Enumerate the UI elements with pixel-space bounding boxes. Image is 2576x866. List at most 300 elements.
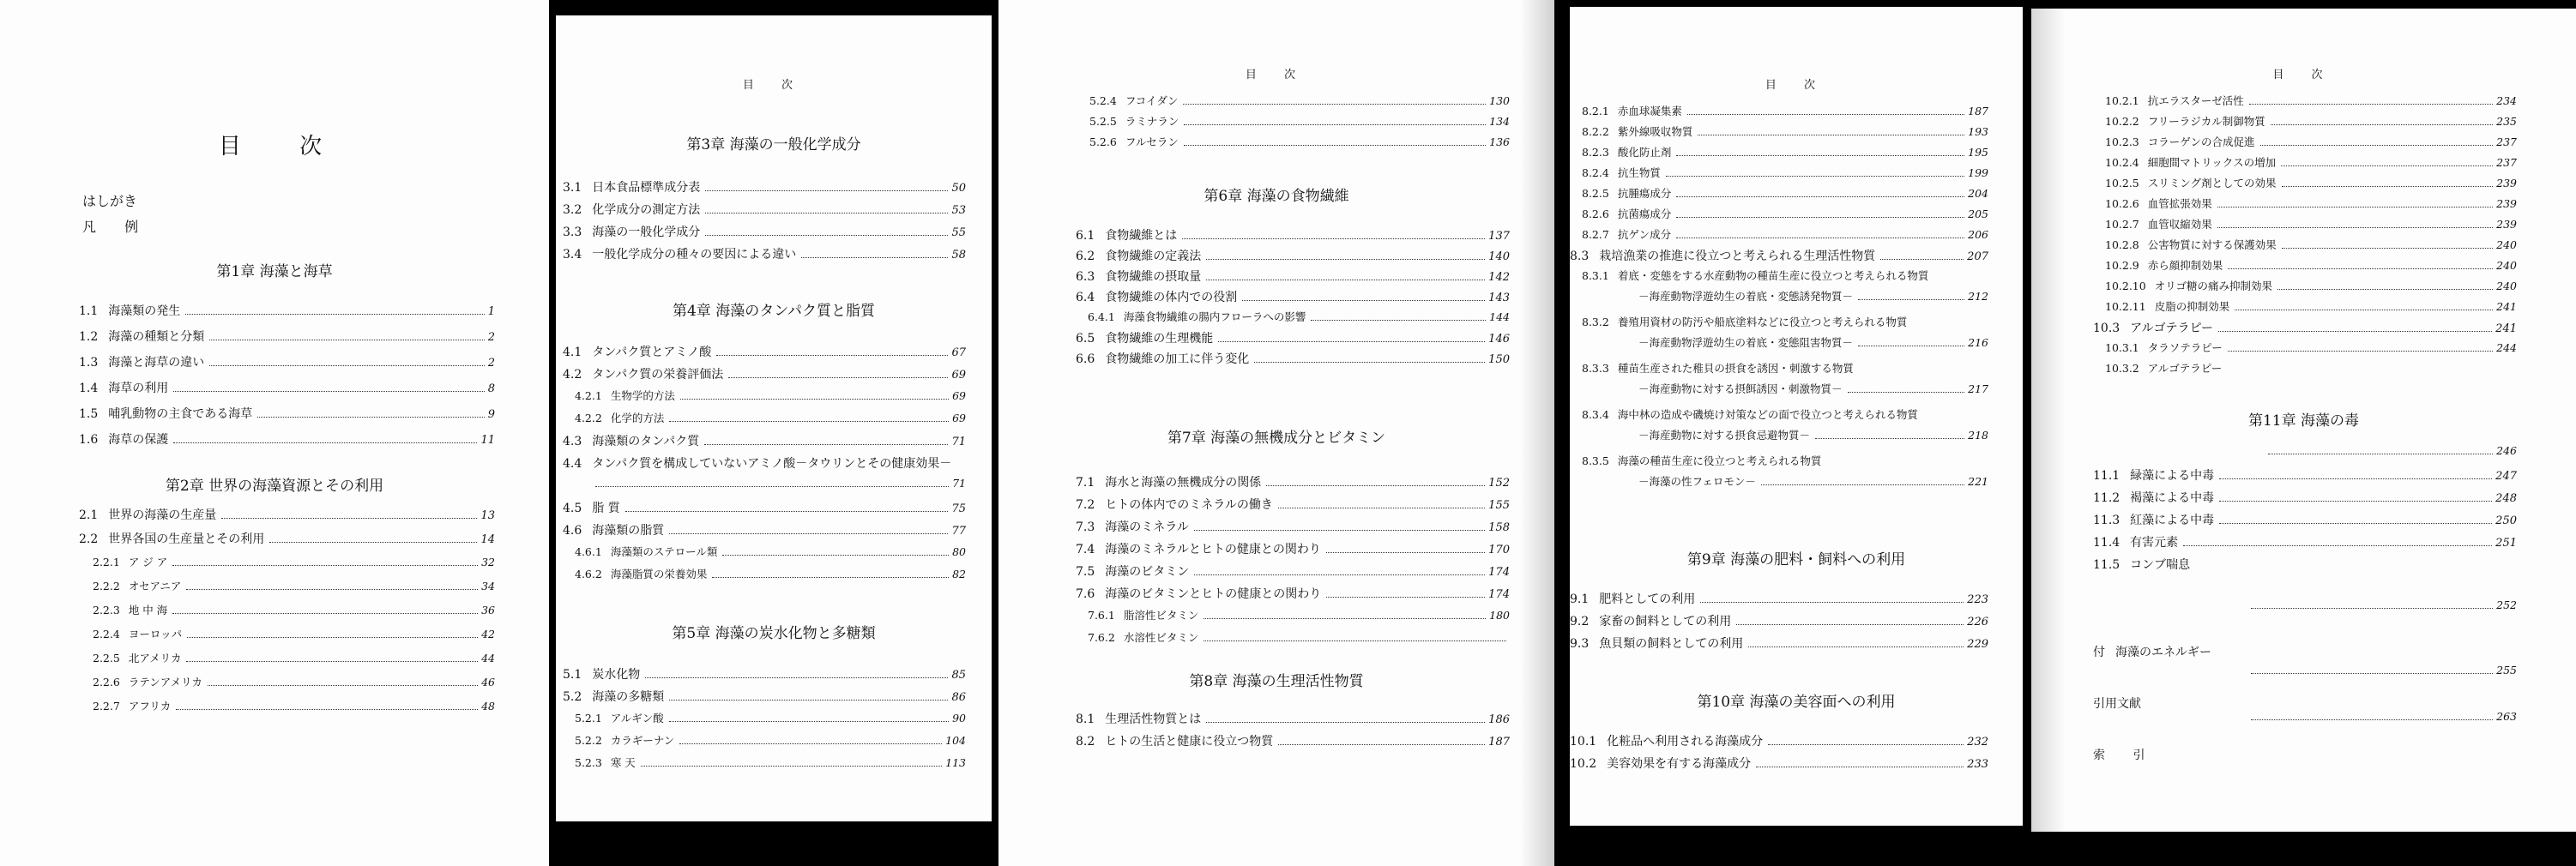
leader-dots — [2228, 268, 2493, 269]
entry-page: 195 — [1968, 146, 1988, 159]
toc-entry — [1076, 268, 1510, 285]
toc-entry — [1076, 350, 1510, 367]
leader-dots — [1687, 114, 1964, 115]
entry-page: 14 — [480, 533, 495, 546]
entry-number: 6.4.1 — [1088, 310, 1115, 323]
entry-number: 5.1 — [563, 668, 582, 682]
page-title: 目 次 — [218, 134, 348, 159]
entry-page: 239 — [2496, 218, 2517, 231]
leader-dots — [705, 190, 948, 191]
toc-subentry — [2105, 134, 2517, 149]
leader-dots — [176, 709, 478, 710]
entry-number: 8.3.3 — [1582, 362, 1609, 375]
toc-entry — [563, 365, 966, 382]
toc-subentry-continuation — [1630, 473, 1988, 489]
toc-entry — [563, 223, 966, 240]
entry-page: 232 — [1967, 736, 1988, 749]
toc-subentry — [575, 410, 966, 425]
toc-entry — [1570, 612, 1988, 629]
leader-dots — [269, 542, 477, 543]
entry-page: 205 — [1968, 207, 1988, 220]
entry-page: 174 — [1488, 588, 1510, 601]
entry-number: 11.3 — [2093, 514, 2121, 527]
entry-title: 褐藻による中毒 — [2130, 491, 2215, 505]
entry-number: 1.4 — [79, 382, 99, 395]
leader-dots — [669, 721, 949, 722]
entry-number: 8.2.6 — [1582, 207, 1609, 220]
toc-entry — [2093, 533, 2517, 550]
entry-title: フコイダン — [1125, 94, 1179, 107]
toc-subentry — [1582, 103, 1988, 118]
entry-number: 6.6 — [1076, 352, 1095, 366]
entry-page: 263 — [2496, 710, 2517, 723]
entry-title: 栽培漁業の推進に役立つと考えられる生理活性物質 — [1599, 250, 1876, 263]
running-header: 目 次 — [1765, 79, 1828, 92]
entry-title: 生理活性物質とは — [1105, 713, 1202, 726]
entry-title: 肥料としての利用 — [1599, 592, 1696, 606]
entry-title: 家畜の飼料としての利用 — [1599, 615, 1732, 628]
entry-title: タンパク質を構成していないアミノ酸－タウリンとその健康効果－ — [592, 457, 952, 471]
entry-page: 82 — [952, 568, 966, 580]
leader-dots — [2219, 501, 2492, 502]
entry-title: 海藻脂質の栄養効果 — [610, 568, 708, 580]
toc-subentry — [2105, 257, 2517, 273]
leader-dots — [1194, 530, 1485, 531]
leader-dots — [595, 486, 949, 487]
toc-entry — [79, 530, 495, 547]
entry-page: 187 — [1488, 736, 1510, 749]
entry-title: ラミナラン — [1125, 115, 1179, 128]
entry-page: 75 — [951, 502, 966, 515]
entry-title: 皮脂の抑制効果 — [2154, 300, 2230, 313]
leader-dots — [2282, 186, 2494, 187]
entry-number: 2.2.6 — [93, 676, 120, 689]
entry-title: 水溶性ビタミン — [1123, 631, 1199, 644]
entry-title: ヒトの体内でのミネラルの働き — [1105, 498, 1273, 512]
entry-title: ア ジ ア — [128, 556, 168, 568]
leader-dots — [1311, 320, 1486, 321]
entry-number: 10.2.5 — [2105, 177, 2139, 189]
toc-subentry — [2105, 237, 2517, 252]
entry-number: 6.5 — [1076, 332, 1095, 346]
entry-number: 4.4 — [563, 457, 582, 471]
entry-title: 着底・変態をする水産動物の種苗生産に役立つと考えられる物質 — [1617, 269, 1929, 282]
leader-dots — [1848, 392, 1965, 393]
entry-number: 8.2.7 — [1582, 228, 1609, 241]
entry-title: アルゴテラピー — [2147, 362, 2223, 375]
leader-dots — [1204, 640, 1506, 641]
entry-number: 7.6.1 — [1088, 609, 1115, 622]
entry-page: 180 — [1489, 609, 1510, 622]
entry-page: 229 — [1967, 638, 1988, 651]
entry-title: タラソテラピー — [2147, 341, 2223, 354]
toc-entry — [1076, 562, 1510, 580]
entry-page: 233 — [1967, 758, 1988, 771]
entry-number: 4.2.2 — [575, 412, 602, 424]
toc-entry — [1076, 732, 1510, 749]
toc-entry — [563, 454, 966, 472]
entry-number: 4.2 — [563, 368, 582, 382]
entry-title: 脂溶性ビタミン — [1123, 609, 1199, 622]
running-header: 目 次 — [742, 79, 805, 92]
entry-number: 2.2 — [79, 532, 99, 546]
leader-dots — [185, 314, 484, 315]
entry-number: 1.3 — [79, 356, 99, 370]
entry-number: 5.2.2 — [575, 734, 602, 747]
entry-title: －海産動物浮遊幼生の着底・変態阻害物質－ — [1638, 336, 1854, 349]
entry-number: 9.3 — [1570, 637, 1590, 651]
entry-title: オリゴ糖の痛み抑制効果 — [2154, 280, 2272, 292]
entry-title: 海藻食物繊維の腸内フローラへの影響 — [1123, 310, 1306, 323]
entry-title: フリーラジカル制御物質 — [2147, 115, 2265, 128]
entry-title: 化学成分の測定方法 — [592, 203, 701, 217]
toc-entry — [2093, 556, 2350, 573]
entry-page: 152 — [1488, 477, 1510, 490]
entry-number: 10.2.7 — [2105, 218, 2139, 231]
entry-title: 生物学的方法 — [610, 389, 675, 402]
toc-entry — [1076, 540, 1510, 557]
toc-subentry — [93, 650, 495, 665]
entry-title: カラギーナン — [610, 734, 675, 747]
entry-page: 32 — [481, 556, 495, 568]
toc-entry-continuation — [2246, 710, 2517, 723]
toc-subentry — [1582, 406, 1988, 422]
entry-number: 6.1 — [1076, 229, 1095, 243]
entry-number: 1.1 — [79, 304, 99, 318]
entry-title: 食物繊維とは — [1105, 229, 1178, 243]
entry-title: ラテンアメリカ — [128, 676, 202, 689]
references-entry — [2093, 695, 2350, 712]
entry-number: 10.3.1 — [2105, 341, 2139, 354]
entry-title: 海藻類の脂質 — [592, 524, 665, 538]
entry-title: アルギン酸 — [610, 712, 664, 725]
toc-page-1 — [0, 0, 549, 866]
entry-page: 216 — [1968, 336, 1988, 349]
toc-subentry — [93, 578, 495, 593]
entry-page: 250 — [2495, 514, 2517, 527]
entry-page: 212 — [1968, 290, 1988, 303]
leader-dots — [669, 533, 948, 534]
entry-page: 113 — [945, 756, 966, 769]
entry-number: 引用文献 — [2093, 697, 2141, 711]
entry-page: 150 — [1488, 353, 1510, 366]
toc-entry — [1076, 226, 1510, 244]
toc-entry — [1076, 496, 1510, 513]
entry-number: 2.2.4 — [93, 628, 120, 640]
leader-dots — [173, 442, 477, 443]
leader-dots — [2281, 165, 2493, 166]
toc-subentry — [1582, 165, 1988, 180]
toc-subentry — [2105, 113, 2517, 129]
entry-title: 海藻の種苗生産に役立つと考えられる物質 — [1617, 454, 1822, 467]
entry-page: 77 — [951, 525, 966, 538]
index-entry — [2093, 746, 2350, 763]
entry-page: 42 — [481, 628, 495, 640]
entry-title: 緑藻による中毒 — [2130, 469, 2215, 483]
toc-subentry — [1089, 93, 1510, 108]
entry-page: 2 — [487, 357, 495, 370]
entry-title: 日本食品標準成分表 — [592, 181, 701, 195]
toc-entry — [1076, 518, 1510, 535]
entry-number: 10.2.11 — [2105, 300, 2146, 313]
entry-page: 235 — [2496, 115, 2517, 128]
toc-subentry — [2105, 360, 2517, 376]
entry-title: 抗菌瘍成分 — [1617, 207, 1672, 220]
entry-title: 抗ゲン成分 — [1617, 228, 1672, 241]
toc-subentry — [2105, 278, 2517, 293]
entry-title: 美容効果を有する海藻成分 — [1607, 757, 1752, 771]
entry-number: 8.2.1 — [1582, 105, 1609, 117]
leader-dots — [1254, 362, 1485, 363]
entry-page: 71 — [952, 477, 966, 490]
entry-title: 食物繊維の加工に伴う変化 — [1105, 352, 1250, 366]
leader-dots — [801, 257, 948, 258]
entry-number: 3.2 — [563, 203, 582, 217]
leader-dots — [1326, 552, 1485, 553]
toc-entry — [2093, 319, 2517, 336]
toc-entry — [1076, 329, 1510, 346]
chapter-title: 第11章 海藻の毒 — [2247, 412, 2360, 430]
leader-dots — [1184, 124, 1486, 125]
entry-page: 58 — [951, 249, 966, 262]
toc-subentry — [2105, 195, 2517, 211]
entry-title: 紫外線吸収物質 — [1617, 125, 1693, 138]
entry-title: 食物繊維の定義法 — [1105, 250, 1202, 263]
entry-title: 炭水化物 — [592, 668, 641, 682]
toc-entry — [1076, 288, 1510, 305]
entry-number: 3.4 — [563, 248, 582, 262]
entry-title: 海藻の多糖類 — [592, 690, 665, 704]
leader-dots — [2282, 248, 2493, 249]
toc-subentry — [575, 710, 966, 725]
toc-subentry — [1582, 360, 1988, 376]
entry-title: 抗腫瘍成分 — [1617, 187, 1672, 200]
entry-page: 251 — [2495, 537, 2517, 550]
entry-title: アフリカ — [128, 700, 172, 713]
entry-title: 海藻のミネラルとヒトの健康との関わり — [1105, 543, 1321, 556]
entry-page: 252 — [2496, 598, 2517, 611]
leader-dots — [221, 518, 477, 519]
entry-page: 8 — [487, 382, 495, 395]
toc-subentry — [575, 732, 966, 748]
leader-dots — [1700, 602, 1964, 603]
entry-page: 155 — [1488, 499, 1510, 512]
leader-dots — [1218, 341, 1485, 342]
entry-page: 36 — [481, 604, 495, 616]
toc-entry — [563, 245, 966, 262]
leader-dots — [187, 637, 478, 638]
leader-dots — [1204, 618, 1486, 619]
entry-page: 199 — [1968, 166, 1988, 179]
toc-entry — [1570, 755, 1988, 772]
entry-title: アルゴテラピー — [2130, 322, 2214, 335]
entry-number: 10.2.6 — [2105, 197, 2139, 210]
chapter-title: 第1章 海藻と海草 — [216, 263, 333, 280]
entry-number: 9.1 — [1570, 592, 1590, 606]
entry-page: 226 — [1967, 616, 1988, 628]
entry-page: 11 — [480, 434, 495, 447]
leader-dots — [173, 391, 484, 392]
leader-dots — [1278, 744, 1485, 745]
toc-subentry — [1582, 268, 1988, 283]
toc-subentry — [575, 755, 966, 770]
toc-entry — [1570, 247, 1988, 264]
entry-page: 143 — [1488, 292, 1510, 304]
entry-page: 13 — [480, 509, 495, 522]
entry-number: 4.2.1 — [575, 389, 602, 402]
leader-dots — [1676, 196, 1964, 197]
leader-dots — [172, 565, 478, 566]
entry-title: 化粧品へ利用される海藻成分 — [1607, 735, 1764, 749]
toc-subentry-continuation — [1630, 381, 1988, 396]
toc-subentry — [1582, 123, 1988, 139]
entry-page: 80 — [952, 545, 966, 558]
toc-entry — [563, 432, 966, 449]
entry-number: 5.2.3 — [575, 756, 602, 769]
leader-dots — [186, 661, 478, 662]
toc-subentry-continuation — [1630, 427, 1988, 442]
toc-subentry — [2105, 93, 2517, 108]
notes-item: 凡 例 — [82, 219, 151, 235]
entry-title: 種苗生産された稚貝の摂食を誘因・刺激する物質 — [1617, 362, 1854, 375]
chapter-title: 第9章 海藻の肥料・飼料への利用 — [1686, 551, 1906, 568]
entry-page: 186 — [1488, 713, 1510, 726]
entry-page: 218 — [1968, 429, 1988, 442]
toc-entry-continuation — [590, 477, 966, 490]
leader-dots — [728, 377, 948, 378]
leader-dots — [2271, 124, 2493, 125]
entry-title: 海藻の一般化学成分 — [592, 226, 701, 239]
entry-title: 海藻類の発生 — [108, 304, 181, 318]
entry-page: 255 — [2496, 664, 2517, 677]
entry-title: 赤ら顔抑制効果 — [2147, 259, 2223, 272]
entry-number: 8.2.3 — [1582, 146, 1609, 159]
toc-entry — [1076, 585, 1510, 602]
entry-number: 7.6 — [1076, 587, 1095, 601]
entry-title: 哺乳動物の主食である海草 — [108, 407, 253, 421]
entry-title: 海藻と海草の違い — [108, 356, 205, 370]
entry-number: 索 引 — [2093, 749, 2157, 762]
entry-title: 紅藻による中毒 — [2130, 514, 2215, 527]
entry-page: 134 — [1489, 115, 1510, 128]
entry-number: 7.6.2 — [1088, 631, 1115, 644]
entry-page: 90 — [952, 712, 966, 725]
leader-dots — [1748, 646, 1964, 647]
entry-page: 239 — [2496, 197, 2517, 210]
entry-title: フルセラン — [1125, 135, 1179, 148]
entry-number: 10.2.4 — [2105, 156, 2139, 169]
toc-subentry-continuation — [1630, 288, 1988, 304]
entry-title: スリミング剤としての効果 — [2147, 177, 2277, 189]
entry-number: 10.2.2 — [2105, 115, 2139, 128]
leader-dots — [1182, 238, 1485, 239]
leader-dots — [2251, 719, 2493, 720]
leader-dots — [722, 555, 949, 556]
toc-subentry — [1088, 629, 1510, 645]
leader-dots — [1768, 744, 1964, 745]
entry-number: 10.2.9 — [2105, 259, 2139, 272]
leader-dots — [2251, 673, 2493, 674]
leader-dots — [186, 589, 478, 590]
toc-subentry — [1582, 226, 1988, 242]
leader-dots — [1666, 176, 1964, 177]
toc-entry — [79, 379, 495, 396]
entry-number: 5.2.1 — [575, 712, 602, 725]
toc-subentry — [1582, 185, 1988, 201]
entry-title: 公害物質に対する保護効果 — [2147, 238, 2277, 251]
leader-dots — [1326, 597, 1485, 598]
toc-entry — [1570, 732, 1988, 749]
entry-title: 海草の保護 — [108, 433, 169, 447]
entry-page: 130 — [1489, 94, 1510, 107]
toc-entry — [79, 430, 495, 448]
entry-page: 136 — [1489, 135, 1510, 148]
entry-page: 240 — [2496, 259, 2517, 272]
entry-title: ヨーロッパ — [128, 628, 183, 640]
entry-title: 海藻類のタンパク質 — [592, 435, 700, 448]
entry-title: 海藻のビタミンとヒトの健康との関わり — [1105, 587, 1322, 601]
toc-subentry — [575, 388, 966, 403]
entry-page: 53 — [951, 204, 966, 217]
toc-subentry — [575, 544, 966, 559]
toc-subentry — [93, 554, 495, 569]
entry-title: 魚貝類の飼料としての利用 — [1599, 637, 1744, 651]
entry-page: 193 — [1968, 125, 1988, 138]
toc-subentry — [93, 626, 495, 641]
toc-subentry — [2105, 298, 2517, 314]
entry-number: 8.3.4 — [1582, 408, 1609, 421]
leader-dots — [1815, 438, 1964, 439]
toc-subentry — [93, 698, 495, 713]
entry-number: 2.2.5 — [93, 652, 120, 665]
entry-title: ヒトの生活と健康に役立つ物質 — [1105, 735, 1274, 749]
entry-title: 赤血球凝集素 — [1617, 105, 1682, 117]
leader-dots — [1183, 104, 1486, 105]
entry-number: 10.2.1 — [2105, 94, 2139, 107]
toc-entry — [79, 405, 495, 422]
leader-dots — [680, 399, 949, 400]
entry-page: 237 — [2496, 135, 2517, 148]
toc-entry-continuation — [2246, 664, 2517, 677]
page-shadow — [1520, 0, 1554, 866]
entry-number: 6.3 — [1076, 270, 1095, 284]
entry-title: 地 中 海 — [128, 604, 168, 616]
entry-title: 抗エラスターゼ活性 — [2147, 94, 2244, 107]
leader-dots — [704, 444, 948, 445]
toc-entry — [79, 302, 495, 319]
toc-entry — [79, 506, 495, 523]
toc-subentry — [1089, 134, 1510, 149]
toc-subentry — [93, 674, 495, 689]
entry-title: 海藻のエネルギー — [2115, 646, 2211, 659]
entry-number: 付 — [2093, 646, 2105, 659]
entry-title: 食物繊維の体内での役割 — [1105, 291, 1238, 304]
leader-dots — [1184, 145, 1486, 146]
entry-number: 3.1 — [563, 181, 582, 195]
leader-dots — [679, 743, 942, 744]
chapter-title: 第8章 海藻の生理活性物質 — [1189, 673, 1364, 690]
entry-page: 234 — [2496, 94, 2517, 107]
entry-page: 144 — [1489, 310, 1510, 323]
entry-page: 2 — [487, 331, 495, 344]
entry-page: 44 — [481, 652, 495, 665]
entry-number: 9.2 — [1570, 615, 1590, 628]
entry-number: 4.6 — [563, 524, 582, 538]
leader-dots — [641, 766, 942, 767]
toc-subentry — [2105, 216, 2517, 232]
entry-page: 240 — [2496, 238, 2517, 251]
chapter-title: 第5章 海藻の炭水化物と多糖類 — [672, 625, 876, 642]
